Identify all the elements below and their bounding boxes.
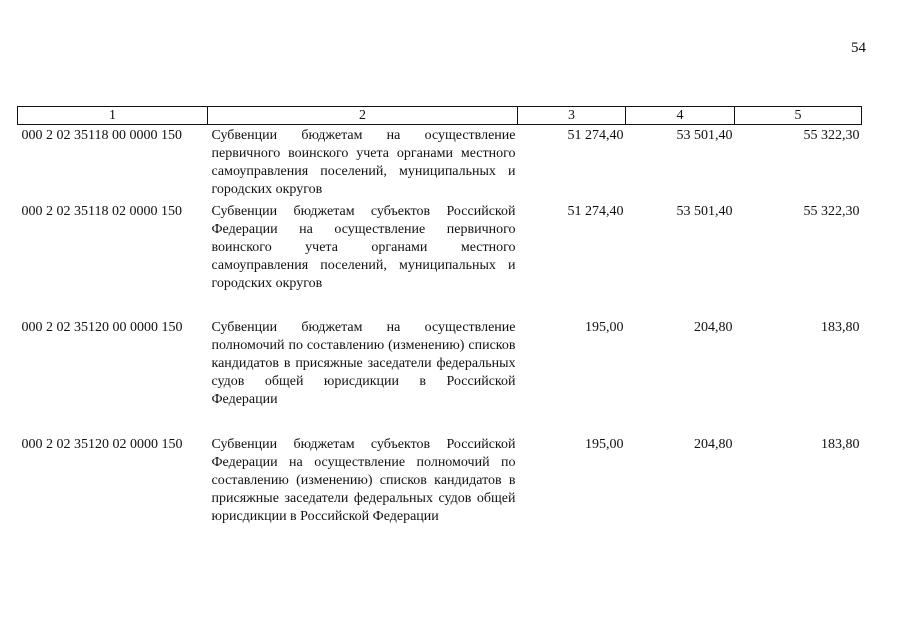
budget-code: 000 2 02 35120 00 0000 150: [21, 320, 183, 335]
column-header-4: 4: [626, 107, 735, 125]
amount-column-4: 204,80: [694, 320, 733, 335]
table-row: [18, 125, 862, 202]
table-row: [18, 434, 862, 526]
table-header: [18, 107, 862, 125]
row-description: Субвенции бюджетам на осуществление первичного воинского учета органами местного самоуправления поселений, муниципальных и городских округов: [211, 128, 516, 197]
row-description: Субвенции бюджетам на осуществление полномочий по составлению (изменению) списков кандидатов в присяжные заседатели федеральных судов общей юрисдикции в Российской Федерации: [211, 320, 516, 407]
amount-column-3: 51 274,40: [567, 204, 624, 219]
amount-column-4: 204,80: [694, 437, 733, 452]
column-header-5: 5: [735, 107, 862, 125]
budget-code: 000 2 02 35118 00 0000 150: [21, 128, 182, 143]
amount-column-3: 51 274,40: [567, 128, 624, 143]
amount-column-5: 55 322,30: [803, 204, 860, 219]
page-number: 54: [851, 40, 866, 56]
amount-column-3: 195,00: [585, 437, 624, 452]
amount-column-5: 55 322,30: [803, 128, 860, 143]
budget-code: 000 2 02 35120 02 0000 150: [21, 437, 183, 452]
amount-column-5: 183,80: [821, 320, 860, 335]
budget-code: 000 2 02 35118 02 0000 150: [21, 204, 182, 219]
table-row: [18, 201, 862, 317]
row-description: Субвенции бюджетам субъектов Российской Федерации на осуществление первичного воинского учета органами местного самоуправления поселений, муниципальных и городских округов: [211, 204, 516, 291]
budget-table: [17, 106, 862, 526]
column-header-3: 3: [518, 107, 626, 125]
amount-column-3: 195,00: [585, 320, 624, 335]
table-header-row: [18, 107, 862, 125]
row-description: Субвенции бюджетам субъектов Российской Федерации на осуществление полномочий по составлению (изменению) списков кандидатов в присяжные заседатели федеральных судов общей юрисдикции в Российской Федерации: [211, 437, 516, 524]
column-header-1: 1: [18, 107, 208, 125]
table-row: [18, 317, 862, 434]
table-body: [18, 125, 862, 527]
amount-column-5: 183,80: [821, 437, 860, 452]
amount-column-4: 53 501,40: [676, 128, 733, 143]
column-header-2: 2: [208, 107, 518, 125]
amount-column-4: 53 501,40: [676, 204, 733, 219]
